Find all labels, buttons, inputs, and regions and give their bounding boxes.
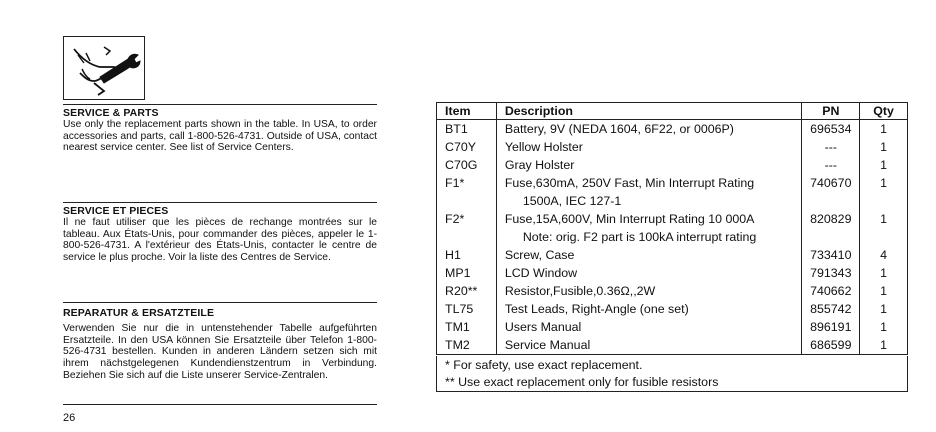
description-text: Service Manual bbox=[504, 338, 591, 352]
description-text: Fuse,15A,600V, Min Interrupt Rating 10 000A bbox=[504, 212, 755, 226]
description-text: Users Manual bbox=[504, 320, 582, 334]
cell-pn: 740662 bbox=[802, 282, 860, 300]
cell-pn: 855742 bbox=[802, 300, 860, 318]
cell-description bbox=[496, 246, 802, 264]
section-text: Use only the replacement parts shown in the table. In USA, to order accessories and parts, call 1-800-526-4731. Outside of USA, contact nearest service center. See list of Service Centers. bbox=[63, 119, 377, 154]
description-text: LCD Window bbox=[504, 266, 578, 280]
table-footnotes bbox=[436, 356, 908, 392]
cell-qty: 4 bbox=[860, 246, 908, 264]
description-note: Note: orig. F2 part is 100kA interrupt rating bbox=[522, 230, 757, 244]
table-row bbox=[437, 174, 908, 210]
section-text: Il ne faut utiliser que les pièces de rechange montrées sur le tableau. Aux États-Unis, pour commander des pièces, appeler le 1-800-526-4731. A l'extérieur des États-Unis, contacter le centre de service le plus proche. Voir la liste des Centres de Service. bbox=[63, 217, 377, 264]
section-text: Verwenden Sie nur die in untenstehender Tabelle aufgeführten Ersatzteile. In den USA können Sie Ersatzteile über Telefon 1-800-526-4731 bestellen. Kunden in anderen Ländern setzen sich mit ihrem nächstgelegenen Kundendienstzentrum in Verbindung. Beziehen Sie sich auf die Liste unserer Service-Zentralen. bbox=[63, 323, 377, 381]
cell-qty: 1 bbox=[860, 138, 908, 156]
cell-pn: 733410 bbox=[802, 246, 860, 264]
table-row bbox=[437, 138, 908, 156]
table-row bbox=[437, 120, 908, 139]
table-row bbox=[437, 300, 908, 318]
header-qty: Qty bbox=[860, 103, 908, 120]
section-heading: SERVICE ET PIECES bbox=[63, 205, 169, 217]
table-row bbox=[437, 318, 908, 336]
table-row bbox=[437, 210, 908, 246]
cell-item: C70G bbox=[437, 156, 497, 174]
table-row bbox=[437, 336, 908, 355]
cell-item: F2* bbox=[437, 210, 497, 246]
cell-description bbox=[496, 300, 802, 318]
cell-item: R20** bbox=[437, 282, 497, 300]
cell-description bbox=[496, 138, 802, 156]
cell-pn: --- bbox=[802, 138, 860, 156]
cell-description bbox=[496, 210, 802, 246]
wrench-and-hand-icon bbox=[64, 37, 143, 98]
section-divider bbox=[63, 202, 377, 203]
section-divider bbox=[63, 104, 377, 105]
cell-qty: 1 bbox=[860, 300, 908, 318]
cell-description bbox=[496, 282, 802, 300]
cell-description bbox=[496, 318, 802, 336]
description-note: 1500A, IEC 127-1 bbox=[522, 194, 622, 208]
description-text: Battery, 9V (NEDA 1604, 6F22, or 0006P) bbox=[504, 122, 734, 136]
footnote: * For safety, use exact replacement. bbox=[445, 358, 643, 372]
cell-pn: --- bbox=[802, 156, 860, 174]
section-service-parts bbox=[63, 104, 377, 154]
description-text: Resistor,Fusible,0.36Ω,,2W bbox=[504, 284, 656, 298]
cell-description bbox=[496, 120, 802, 139]
cell-qty: 1 bbox=[860, 336, 908, 355]
page-number: 26 bbox=[63, 412, 76, 424]
cell-item: C70Y bbox=[437, 138, 497, 156]
cell-pn: 696534 bbox=[802, 120, 860, 139]
service-illustration bbox=[63, 36, 145, 100]
description-text: Screw, Case bbox=[504, 248, 575, 262]
section-divider bbox=[63, 302, 377, 303]
description-text: Gray Holster bbox=[504, 158, 575, 172]
cell-pn: 791343 bbox=[802, 264, 860, 282]
cell-item: TL75 bbox=[437, 300, 497, 318]
cell-description bbox=[496, 174, 802, 210]
description-text: Yellow Holster bbox=[504, 140, 583, 154]
table-row bbox=[437, 264, 908, 282]
cell-qty: 1 bbox=[860, 318, 908, 336]
cell-qty: 1 bbox=[860, 210, 908, 246]
header-pn: PN bbox=[802, 103, 860, 120]
table-header-row bbox=[437, 103, 908, 120]
cell-pn: 896191 bbox=[802, 318, 860, 336]
cell-description bbox=[496, 336, 802, 355]
cell-item: MP1 bbox=[437, 264, 497, 282]
cell-item: H1 bbox=[437, 246, 497, 264]
cell-item: F1* bbox=[437, 174, 497, 210]
section-heading: REPARATUR & ERSATZTEILE bbox=[63, 307, 215, 319]
cell-qty: 1 bbox=[860, 120, 908, 139]
cell-description bbox=[496, 156, 802, 174]
table-row bbox=[437, 156, 908, 174]
table-row bbox=[437, 282, 908, 300]
section-heading: SERVICE & PARTS bbox=[63, 107, 159, 119]
section-service-et-pieces bbox=[63, 202, 377, 264]
header-item: Item bbox=[437, 103, 497, 120]
header-description: Description bbox=[496, 103, 802, 120]
cell-item: TM1 bbox=[437, 318, 497, 336]
cell-qty: 1 bbox=[860, 282, 908, 300]
cell-item: TM2 bbox=[437, 336, 497, 355]
section-reparatur-ersatzteile bbox=[63, 302, 377, 382]
cell-pn: 686599 bbox=[802, 336, 860, 355]
cell-qty: 1 bbox=[860, 264, 908, 282]
cell-description bbox=[496, 264, 802, 282]
table-row bbox=[437, 246, 908, 264]
cell-pn: 740670 bbox=[802, 174, 860, 210]
description-text: Test Leads, Right-Angle (one set) bbox=[504, 302, 689, 316]
cell-qty: 1 bbox=[860, 156, 908, 174]
cell-qty: 1 bbox=[860, 174, 908, 210]
page-bottom-divider bbox=[63, 404, 377, 405]
parts-table bbox=[436, 102, 908, 355]
cell-item: BT1 bbox=[437, 120, 497, 139]
footnote: ** Use exact replacement only for fusible resistors bbox=[445, 375, 719, 389]
cell-pn: 820829 bbox=[802, 210, 860, 246]
description-text: Fuse,630mA, 250V Fast, Min Interrupt Rating bbox=[504, 176, 755, 190]
